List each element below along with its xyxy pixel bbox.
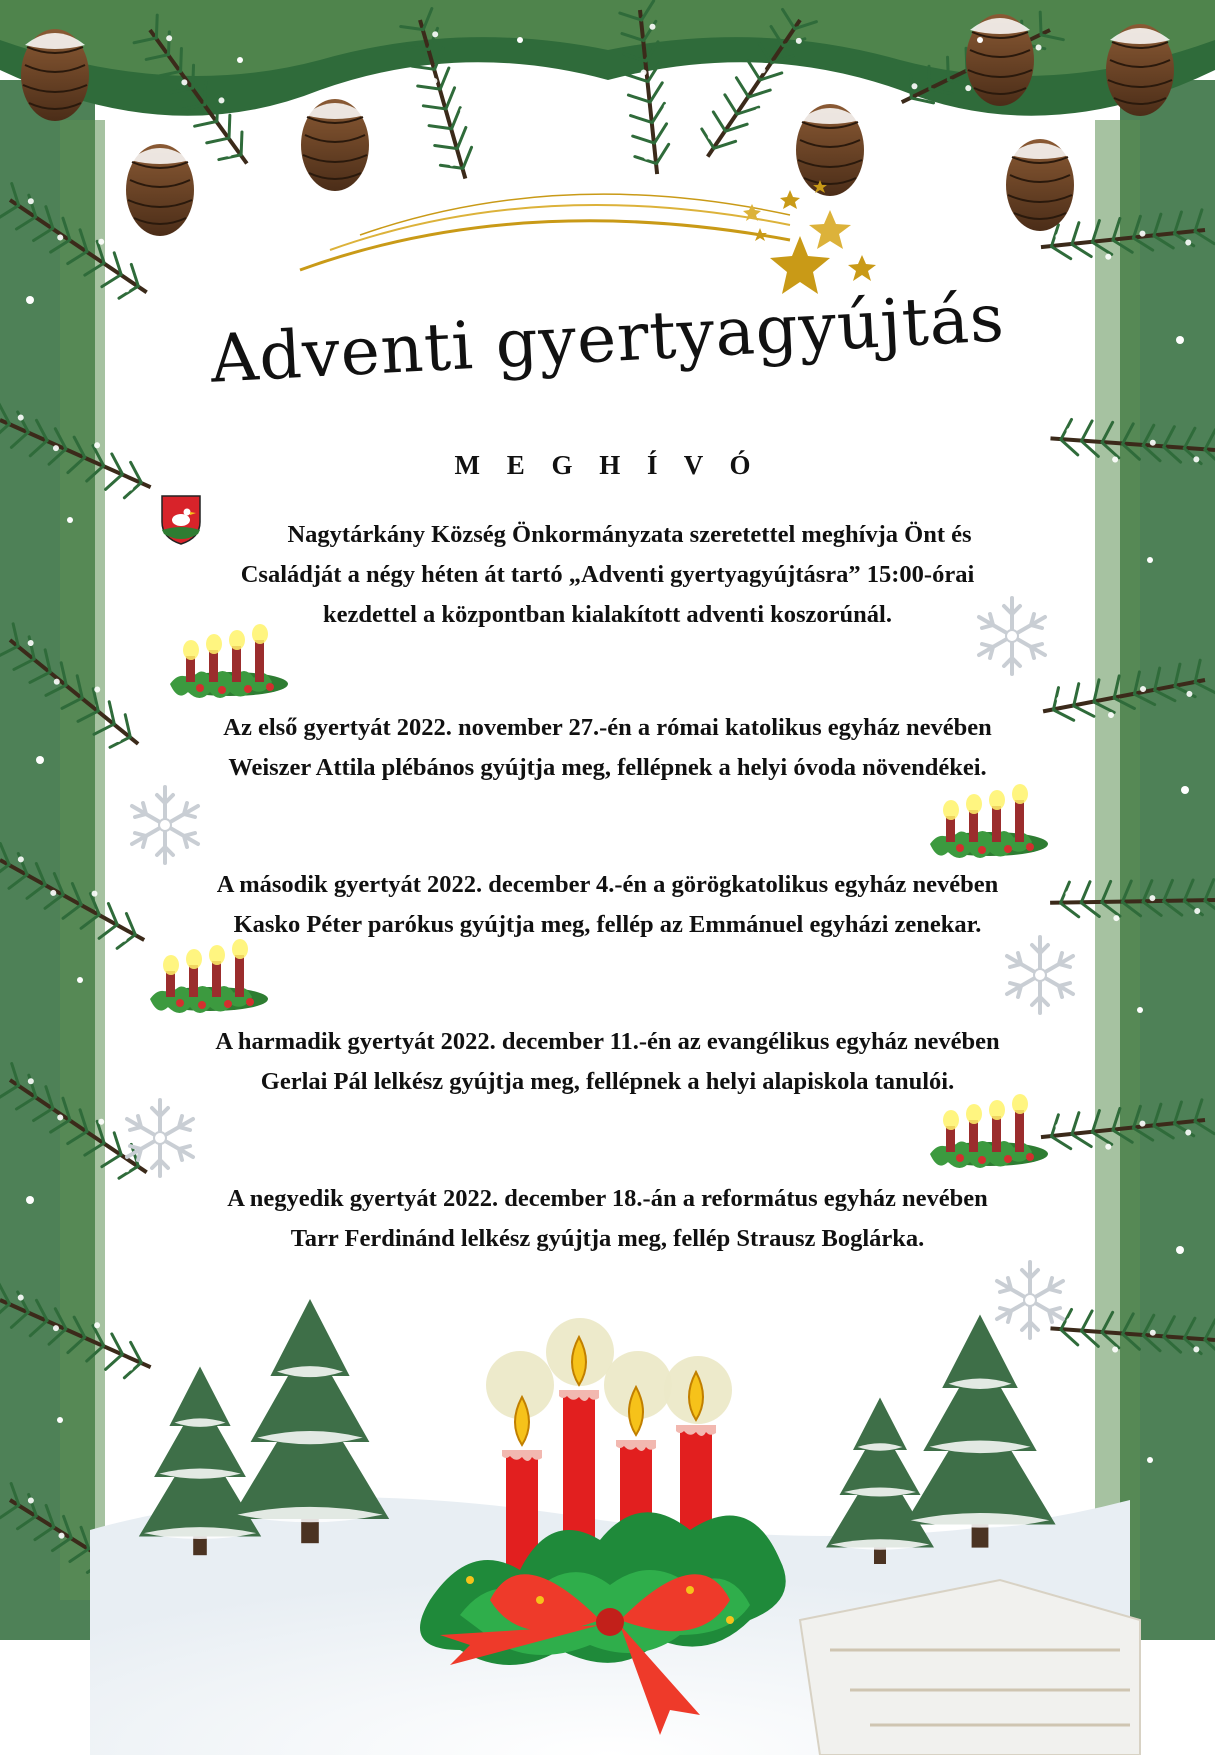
page-title	[0, 279, 1215, 398]
invitation-heading: M E G H Í V Ó	[454, 450, 761, 480]
candle-line: A harmadik gyertyát 2022. december 11.-én az evangélikus egyház nevében	[215, 1028, 1000, 1055]
intro-line: kezdettel a központban kialakított adventi koszorúnál.	[323, 601, 892, 628]
shooting-star-icon	[300, 180, 876, 294]
candle-line: Tarr Ferdinánd lelkész gyújtja meg, fellép Strausz Boglárka.	[290, 1225, 925, 1252]
candle-line: A második gyertyát 2022. december 4.-én a görögkatolikus egyház nevében	[216, 871, 999, 898]
candle-line: Kasko Péter parókus gyújtja meg, fellép az Emmánuel egyházi zenekar.	[233, 911, 982, 938]
intro-line: Családját a négy héten át tartó „Adventi gyertyagyújtásra” 15:00-órai	[240, 561, 975, 588]
candle-line: Weiszer Attila plébános gyújtja meg, fellépnek a helyi óvoda növendékei.	[228, 754, 987, 781]
candle-line: A negyedik gyertyát 2022. december 18.-án a református egyház nevében	[227, 1185, 988, 1212]
intro-paragraph	[110, 508, 1105, 635]
candle-paragraph-1	[110, 708, 1105, 788]
candle-line: Gerlai Pál lelkész gyújtja meg, fellépnek a helyi alapiskola tanulói.	[260, 1068, 955, 1095]
candle-paragraph-2	[110, 865, 1105, 945]
title-text: Adventi gyertyagyújtás	[208, 279, 1007, 398]
intro-line: Nagytárkány Község Önkormányzata szeretettel meghívja Önt és	[287, 521, 972, 548]
candle-paragraph-3	[110, 1022, 1105, 1102]
candle-line: Az első gyertyát 2022. november 27.-én a római katolikus egyház nevében	[223, 714, 992, 741]
candle-paragraph-4	[110, 1179, 1105, 1259]
